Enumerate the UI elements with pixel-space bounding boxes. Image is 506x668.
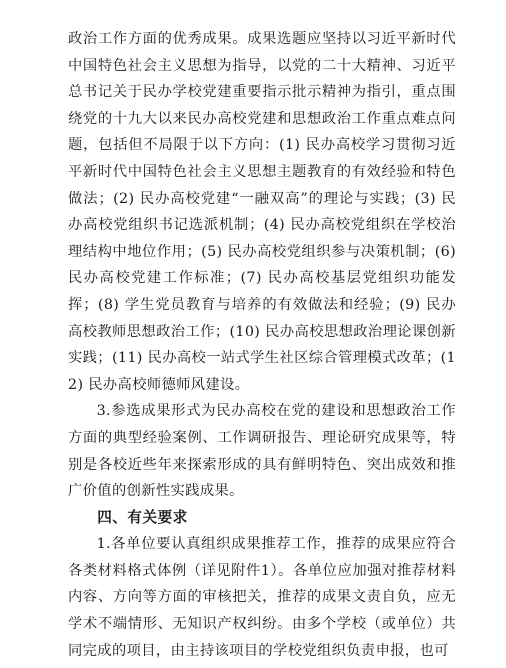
document-body [68, 26, 456, 664]
section-heading: 四、有关要求 [97, 508, 188, 526]
body-paragraph: 政治工作方面的优秀成果。成果选题应坚持以习近平新时代中国特色社会主义思想为指导，以党的二十大精神、习近平总书记关于民办学校党建重要指示批示精神为指引，重点围绕党的十九大以来民办高校党建和思想政治工作重点难点问题，包括但不局限于以下方向：(1) 民办高校学习贯彻习近平新时代中国特色社会主义思想主题教育的有效经验和特色做法；(2) 民办高校党建“一融双高”的理论与实践；(3) 民办高校党组织书记选派机制；(4) 民办高校党组织在学校治理结构中地位作用；(5) 民办高校党组织参与决策机制；(6) 民办高校党建工作标准；(7) 民办高校基层党组织功能发挥；(8) 学生党员教育与培养的有效做法和经验；(9) 民办高校教师思想政治工作；(10) 民办高校思想政治理论课创新实践；(11) 民办高校一站式学生社区综合管理模式改革；(12) 民办高校师德师风建设。 [68, 31, 456, 393]
body-paragraph: 3.参选成果形式为民办高校在党的建设和思想政治工作方面的典型经验案例、工作调研报告、理论研究成果等，特别是各校近些年来探索形成的具有鲜明特色、突出成效和推广价值的创新性实践成果。 [68, 403, 456, 500]
body-paragraph: 1.各单位要认真组织成果推荐工作，推荐的成果应符合各类材料格式体例（详见附件1）。各单位应加强对推荐材料内容、方向等方面的审核把关，推荐的成果文责自负，应无学术不端情形、无知识产权纠纷。由多个学校（或单位）共同完成的项目，由主持该项目的学校党组织负责申报，也可 [68, 536, 456, 659]
